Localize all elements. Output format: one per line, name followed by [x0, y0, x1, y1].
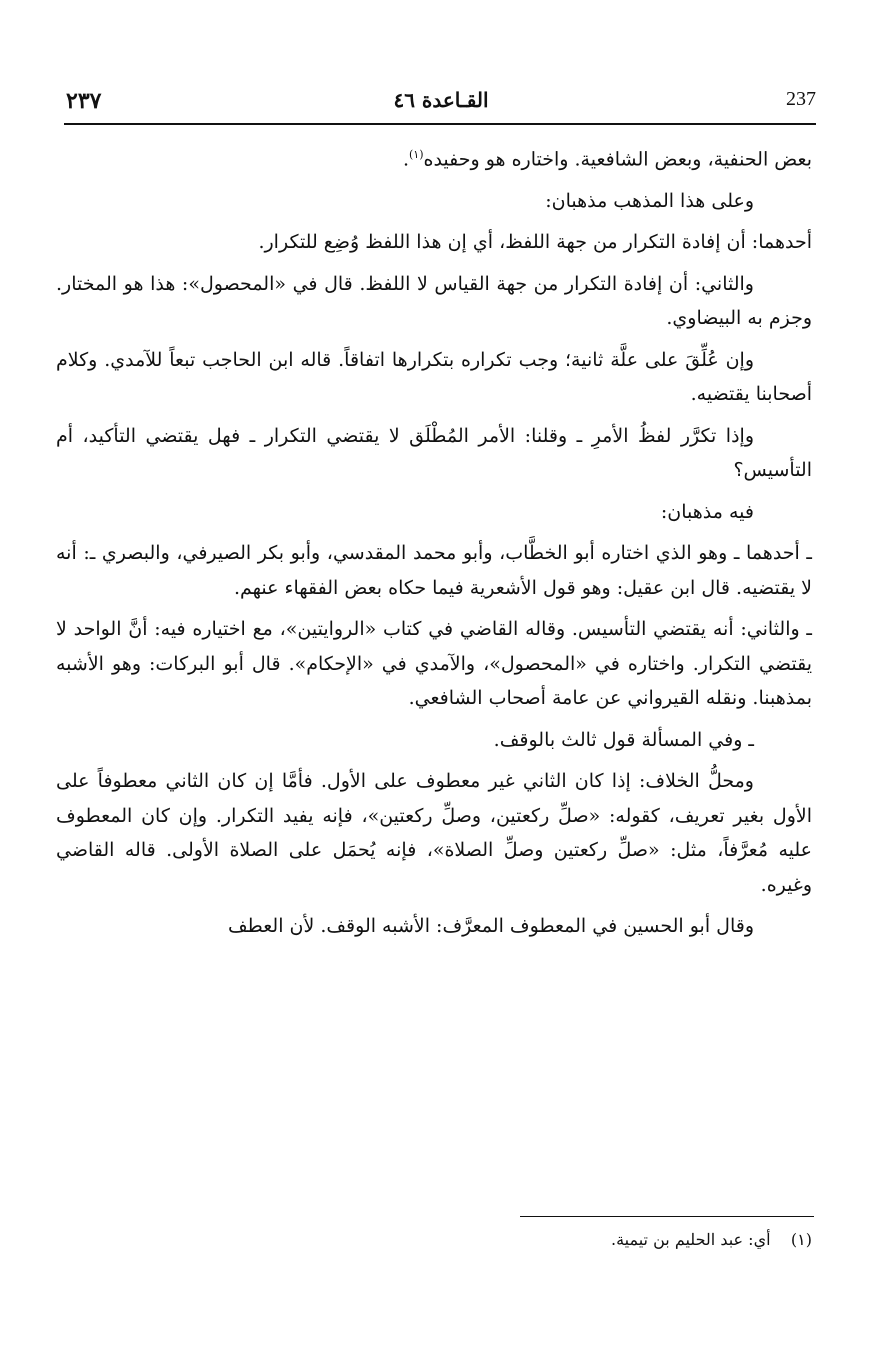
paragraph-12: وقال أبو الحسين في المعطوف المعرَّف: الأشبه الوقف. لأن العطف	[227, 915, 754, 938]
page-number-arabic: ٢٣٧	[66, 88, 102, 114]
running-title: القـاعدة ٤٦	[393, 88, 489, 112]
footnote-text: أي: عبد الحليم بن تيمية.	[610, 1230, 771, 1249]
footnote-ref[interactable]: (١)	[408, 148, 424, 161]
paragraph-4: والثاني: أن إفادة التكرار من جهة القياس لا اللفظ. قال في «المحصول»: هذا هو المختار. وجزم به البيضاوي.	[56, 272, 812, 330]
page-header	[66, 88, 816, 118]
paragraph-10: ـ وفي المسألة قول ثالث بالوقف.	[493, 728, 754, 751]
paragraph-9: ـ والثاني: أنه يقتضي التأسيس. وقاله القاضي في كتاب «الروايتين»، مع اختياره فيه: أنَّ الواحد لا يقتضي التكرار. واختاره في «المحصول»، والآمدي في «الإحكام». قال أبو البركات: وهو الأشبه بمذهبنا. ونقله القيرواني عن عامة أصحاب الشافعي.	[56, 618, 812, 710]
page-number-latin: 237	[786, 88, 816, 110]
header-rule	[64, 123, 816, 125]
paragraph-5: وإن عُلِّقَ على علَّة ثانية؛ وجب تكراره بتكرارها اتفاقاً. قاله ابن الحاجب تبعاً للآمدي. وكلام أصحابنا يقتضيه.	[56, 348, 812, 406]
paragraph-1: بعض الحنفية، وبعض الشافعية. واختاره هو وحفيده$^{(١)}$.	[402, 148, 812, 171]
main-text	[56, 138, 812, 951]
paragraph-2: وعلى هذا المذهب مذهبان:	[545, 189, 754, 212]
paragraph-7: فيه مذهبان:	[660, 500, 754, 523]
paragraph-11: ومحلُّ الخلاف: إذا كان الثاني غير معطوف على الأول. فأمَّا إن كان الثاني معطوفاً على الأول بغير تعريف، كقوله: «صلِّ ركعتين، وصلِّ ركعتين»، فإنه يفيد التكرار. وإن كان المعطوف عليه مُعرَّفاً، مثل: «صلِّ ركعتين وصلِّ الصلاة»، فإنه يُحمَل على الصلاة الأولى. قاله القاضي وغيره.	[56, 770, 812, 896]
paragraph-8: ـ أحدهما ـ وهو الذي اختاره أبو الخطَّاب، وأبو محمد المقدسي، وأبو بكر الصيرفي، والبصري ـ: أنه لا يقتضيه. قال ابن عقيل: وهو قول الأشعرية فيما حكاه بعض الفقهاء عنهم.	[56, 542, 812, 599]
footnote	[56, 1228, 812, 1252]
paragraph-3: أحدهما: أن إفادة التكرار من جهة اللفظ، أي إن هذا اللفظ وُضِع للتكرار.	[258, 231, 812, 254]
footnote-marker: (١)	[790, 1230, 812, 1249]
paragraph-6: وإذا تكرَّر لفظُ الأمرِ ـ وقلنا: الأمر المُطْلَق لا يقتضي التكرار ـ فهل يقتضي التأكيد، أم التأسيس؟	[56, 424, 812, 482]
footnote-rule	[520, 1216, 814, 1217]
